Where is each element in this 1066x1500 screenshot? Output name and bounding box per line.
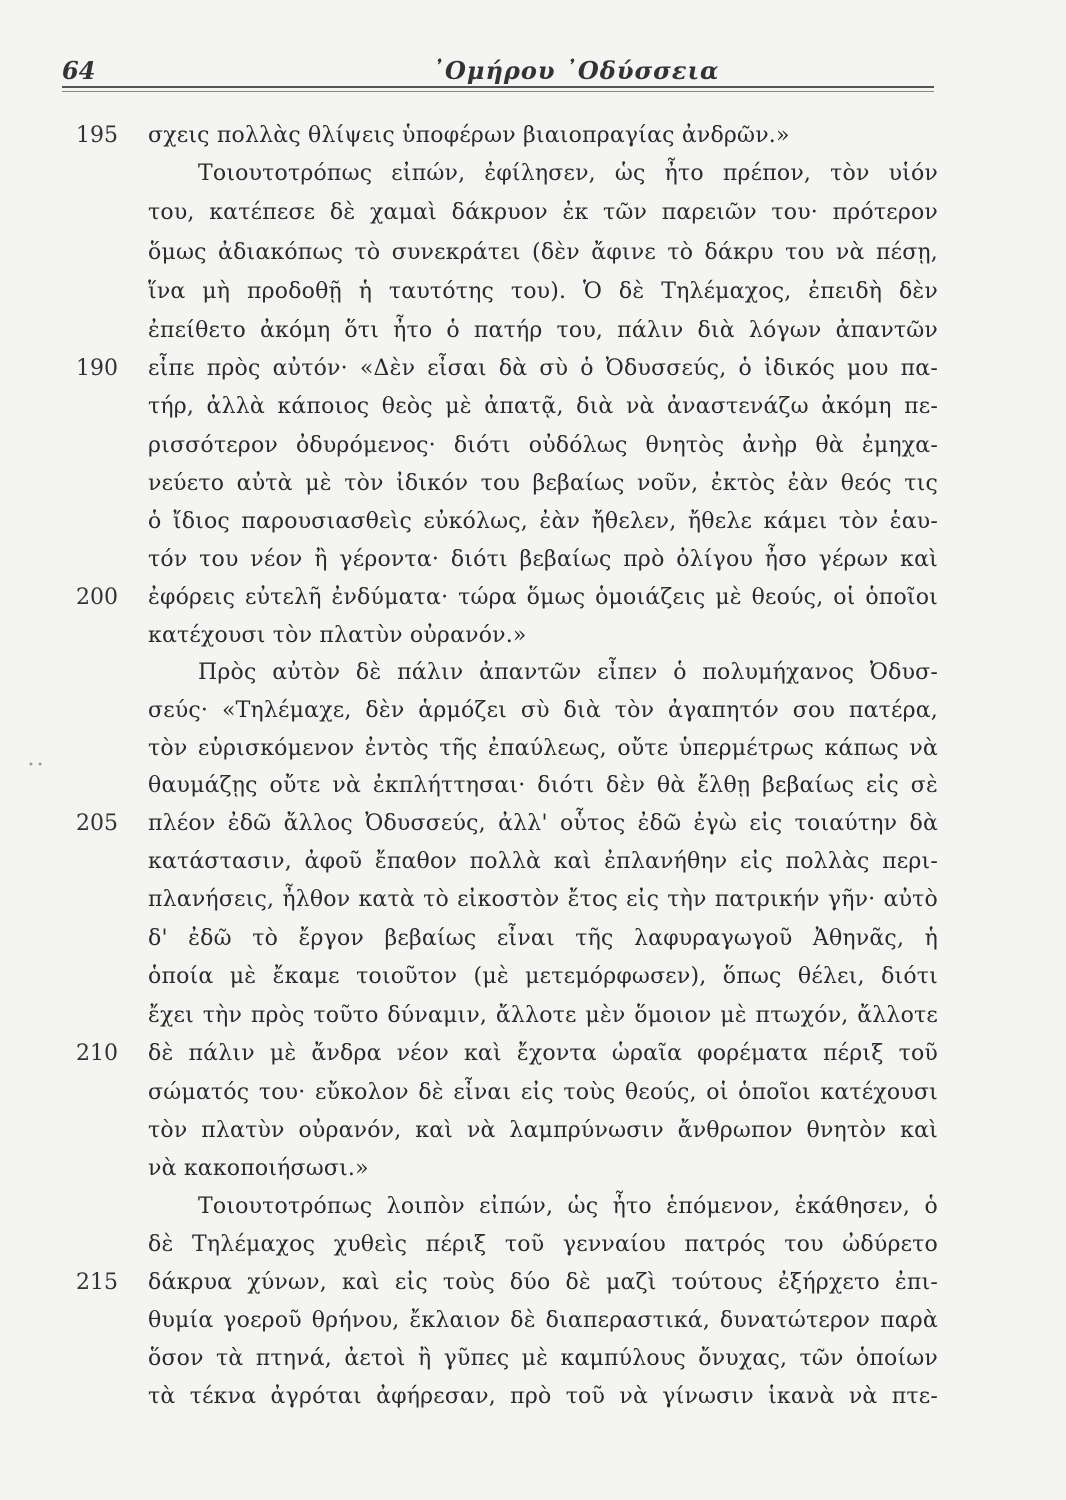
text-line: πλέον ἐδῶ ἄλλος Ὀδυσσεύς, ἀλλ' οὗτος ἐδῶ ἐγὼ εἰς τοιαύτην δὰ [148,811,938,836]
line-number: 200 [76,585,118,610]
text-line: τὸν εὑρισκόμενον ἐντὸς τῆς ἐπαύλεως, οὔτε ὑπερμέτρως κάπως νὰ [148,736,938,761]
text-line: δὲ πάλιν μὲ ἄνδρα νέον καὶ ἔχοντα ὡραῖα φορέματα πέριξ τοῦ [148,1041,938,1066]
header-rule [62,86,934,88]
text-line: ἵνα μὴ προδοθῇ ἡ ταυτότης του). Ὁ δὲ Τηλέμαχος, ἐπειδὴ δὲν [148,279,938,304]
running-title: ᾿Ομήρου ᾿Οδύσσεια [432,56,720,85]
text-line: κατέχουσι τὸν πλατὺν οὐρανόν.» [148,623,527,648]
text-line: νεύετο αὐτὰ μὲ τὸν ἰδικόν του βεβαίως νοῦν, ἐκτὸς ἐὰν θεός τις [148,471,938,496]
header-rule-thin [62,91,934,92]
text-line: Τοιουτοτρόπως εἰπών, ἐφίλησεν, ὡς ἦτο πρέπον, τὸν υἱόν [198,161,938,186]
page-number: 64 [62,56,96,85]
text-line: ἐπείθετο ἀκόμη ὅτι ἦτο ὁ πατήρ του, πάλιν διὰ λόγων ἀπαντῶν [148,318,938,343]
text-line: Τοιουτοτρόπως λοιπὸν εἰπών, ὡς ἦτο ἑπόμενον, ἐκάθησεν, ὁ [198,1194,938,1219]
text-line: ἐφόρεις εὐτελῆ ἐνδύματα· τώρα ὅμως ὁμοιάζεις μὲ θεούς, οἱ ὁποῖοι [148,585,938,610]
text-line: κατάστασιν, ἀφοῦ ἔπαθον πολλὰ καὶ ἐπλανήθην εἰς πολλὰς περι- [148,849,938,874]
text-line: Πρὸς αὐτὸν δὲ πάλιν ἀπαντῶν εἶπεν ὁ πολυμήχανος Ὀδυσ- [198,660,938,685]
line-number: 205 [76,811,118,836]
text-line: ὅσον τὰ πτηνά, ἀετοὶ ἢ γῦπες μὲ καμπύλους ὄνυχας, τῶν ὁποίων [148,1346,938,1371]
line-number: 190 [76,356,118,381]
text-line: ρισσότερον ὀδυρόμενος· διότι οὐδόλως θνητὸς ἀνὴρ θὰ ἐμηχα- [148,433,938,458]
text-line: σχεις πολλὰς θλίψεις ὑποφέρων βιαιοπραγίας ἀνδρῶν.» [148,123,790,148]
text-line: ἔχει τὴν πρὸς τοῦτο δύναμιν, ἄλλοτε μὲν ὅμοιον μὲ πτωχόν, ἄλλοτε [148,1003,938,1028]
text-line: δάκρυα χύνων, καὶ εἰς τοὺς δύο δὲ μαζὶ τούτους ἐξήρχετο ἐπι- [148,1270,938,1295]
text-line: ὁ ἴδιος παρουσιασθεὶς εὐκόλως, ἐὰν ἤθελεν, ἤθελε κάμει τὸν ἑαυ- [148,509,938,534]
text-line: τὰ τέκνα ἀγρόται ἀφήρεσαν, πρὸ τοῦ νὰ γίνωσιν ἱκανὰ νὰ πτε- [148,1384,938,1409]
print-specks: • • [28,760,43,771]
text-line: τὸν πλατὺν οὐρανόν, καὶ νὰ λαμπρύνωσιν ἄνθρωπον θνητὸν καὶ [148,1118,938,1143]
text-line: ὅμως ἀδιακόπως τὸ συνεκράτει (δὲν ἄφινε τὸ δάκρυ του νὰ πέσῃ, [148,240,938,265]
line-number: 215 [76,1270,118,1295]
text-line: σώματός του· εὔκολον δὲ εἶναι εἰς τοὺς θεούς, οἱ ὁποῖοι κατέχουσι [148,1080,938,1105]
text-line: ὁποία μὲ ἔκαμε τοιοῦτον (μὲ μετεμόρφωσεν), ὅπως θέλει, διότι [148,964,938,989]
text-line: πλανήσεις, ἦλθον κατὰ τὸ εἰκοστὸν ἔτος εἰς τὴν πατρικήν γῆν· αὐτὸ [148,887,938,912]
text-line: τόν του νέον ἢ γέροντα· διότι βεβαίως πρὸ ὀλίγου ἦσο γέρων καὶ [148,547,938,572]
text-line: σεύς· «Τηλέμαχε, δὲν ἁρμόζει σὺ διὰ τὸν ἀγαπητόν σου πατέρα, [148,698,938,723]
line-number: 210 [76,1041,118,1066]
text-line: του, κατέπεσε δὲ χαμαὶ δάκρυον ἐκ τῶν παρειῶν του· πρότερον [148,200,938,225]
line-number: 195 [76,123,118,148]
text-line: θυμία γοεροῦ θρήνου, ἔκλαιον δὲ διαπεραστικά, δυνατώτερον παρὰ [148,1308,938,1333]
page-header [62,52,934,92]
text-line: δὲ Τηλέμαχος χυθεὶς πέριξ τοῦ γενναίου πατρός του ὠδύρετο [148,1232,938,1257]
text-line: δ' ἐδῶ τὸ ἔργον βεβαίως εἶναι τῆς λαφυραγωγοῦ Ἀθηνᾶς, ἡ [148,926,938,951]
text-line: θαυμάζῃς οὔτε νὰ ἐκπλήττησαι· διότι δὲν θὰ ἔλθῃ βεβαίως εἰς σὲ [148,773,938,798]
text-line: εἶπε πρὸς αὐτόν· «Δὲν εἶσαι δὰ σὺ ὁ Ὀδυσσεύς, ὁ ἰδικός μου πα- [148,356,938,381]
text-line: νὰ κακοποιήσωσι.» [148,1156,369,1181]
text-line: τήρ, ἀλλὰ κάποιος θεὸς μὲ ἀπατᾷ, διὰ νὰ ἀναστενάζω ἀκόμη πε- [148,394,938,419]
